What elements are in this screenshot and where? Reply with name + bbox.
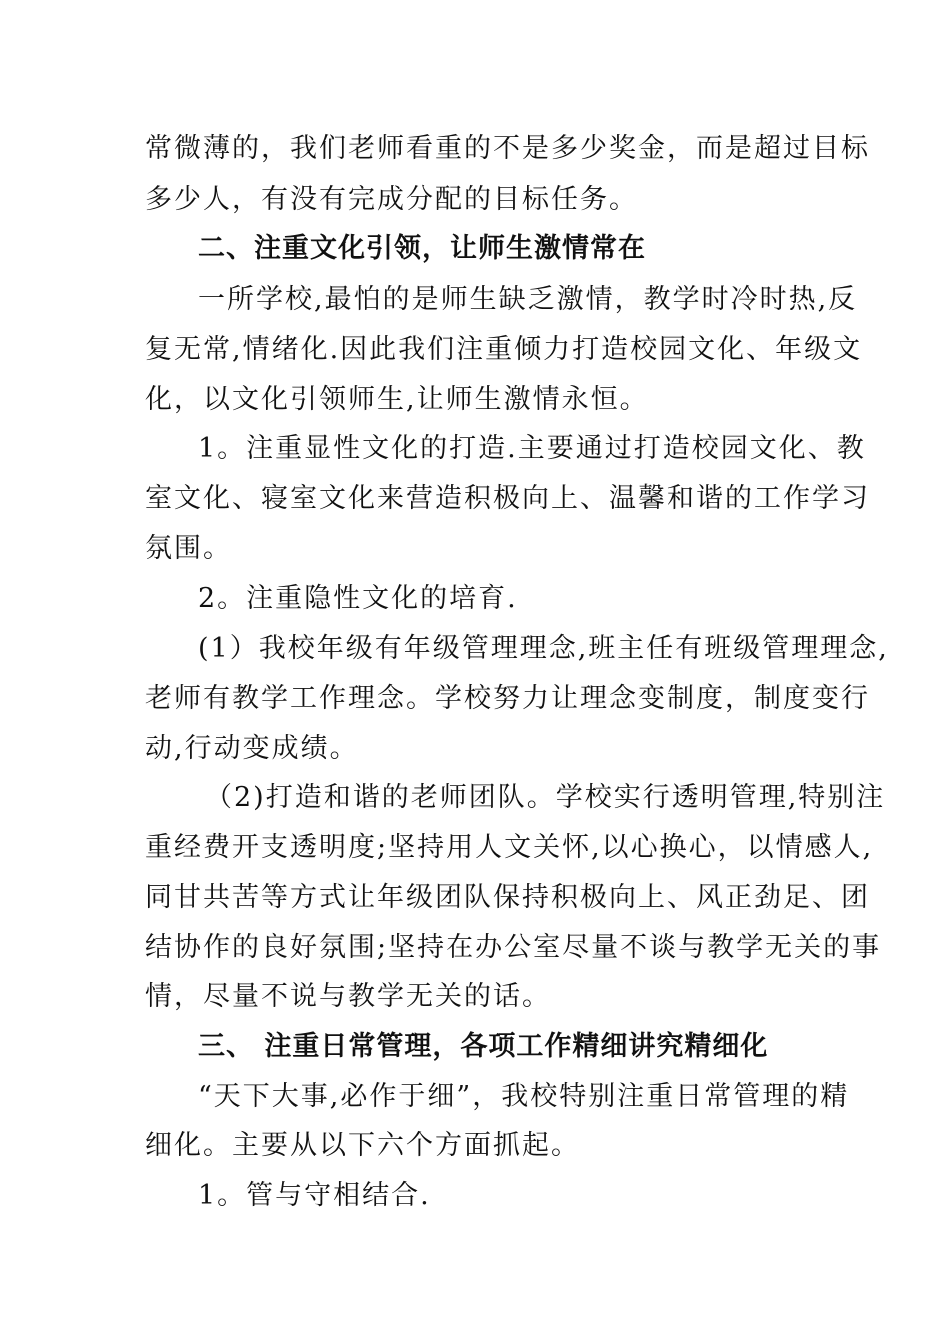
body-text-line: 同甘共苦等方式让年级团队保持积极向上、风正劲足、团	[145, 882, 870, 913]
body-text-line: 2。注重隐性文化的培育.	[198, 583, 518, 614]
body-text-line: 一所学校,最怕的是师生缺乏激情，教学时冷时热,反	[198, 284, 858, 315]
body-text-line: 结协作的良好氛围;坚持在办公室尽量不谈与教学无关的事	[145, 932, 882, 963]
body-text-line: 常微薄的，我们老师看重的不是多少奖金，而是超过目标	[145, 133, 870, 164]
body-text-line: “天下大事,必作于细”，我校特别注重日常管理的精	[198, 1081, 850, 1112]
body-text-line: 复无常,情绪化.因此我们注重倾力打造校园文化、年级文	[145, 334, 863, 365]
body-text-line: 1。管与守相结合.	[198, 1180, 431, 1211]
body-text-line: 氛围。	[145, 533, 232, 564]
body-text-line: 室文化、寝室文化来营造积极向上、温馨和谐的工作学习	[145, 483, 870, 514]
body-text-line: 重经费开支透明度;坚持用人文关怀,以心换心，以情感人,	[145, 832, 874, 863]
body-text-line: 细化。主要从以下六个方面抓起。	[145, 1130, 580, 1161]
body-text-line: （2)打造和谐的老师团队。学校实行透明管理,特别注	[205, 782, 886, 813]
section-heading-3: 三、 注重日常管理，各项工作精细讲究精细化	[198, 1031, 769, 1062]
body-text-line: 动,行动变成绩。	[145, 733, 359, 764]
body-text-line: 1。注重显性文化的打造.主要通过打造校园文化、教	[198, 433, 866, 464]
body-text-line: 情，尽量不说与教学无关的话。	[145, 981, 551, 1012]
body-text-line: 多少人，有没有完成分配的目标任务。	[145, 184, 638, 215]
body-text-line: 老师有教学工作理念。学校努力让理念变制度，制度变行	[145, 683, 870, 714]
body-text-line: (1）我校年级有年级管理理念,班主任有班级管理理念,	[198, 633, 889, 664]
section-heading-2: 二、注重文化引领，让师生激情常在	[198, 233, 646, 264]
body-text-line: 化，以文化引领师生,让师生激情永恒。	[145, 384, 649, 415]
